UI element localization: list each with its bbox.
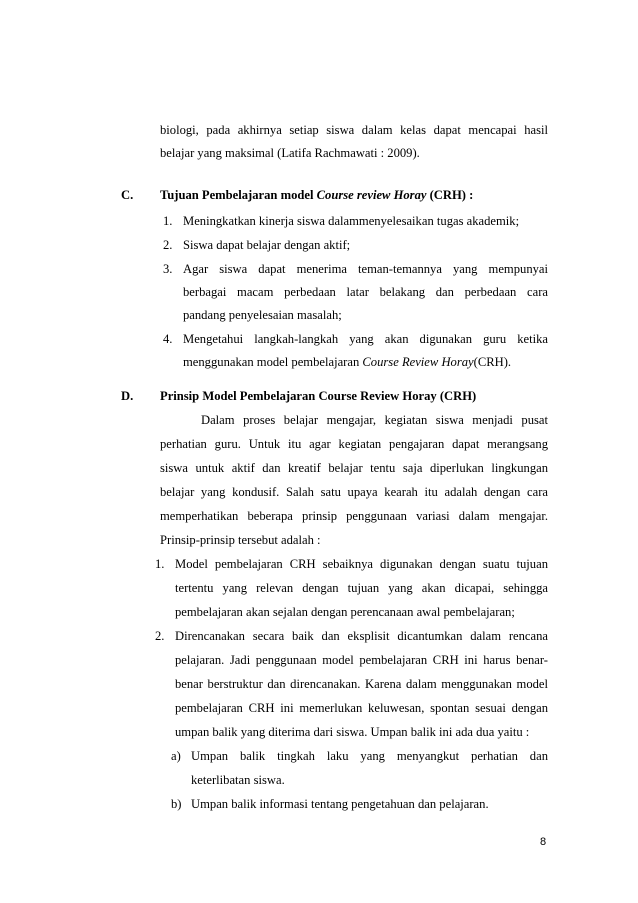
intro-line-2: belajar yang maksimal (Latifa Rachmawati : 2009).: [160, 146, 420, 160]
section-c-title-prefix: Tujuan Pembelajaran model: [160, 188, 317, 202]
c-item-3-line-1: Agar siswa dapat menerima teman-temannya yang mempunyai: [183, 262, 548, 276]
d-item-2-line-2: pelajaran. Jadi penggunaan model pembelajaran CRH ini harus benar-: [175, 653, 548, 667]
c-item-4-line-2: [183, 354, 511, 370]
d-item-1-line-2: tertentu yang relevan dengan tujuan yang akan dicapai, sehingga: [175, 581, 548, 595]
c-item-4-num: 4.: [163, 332, 173, 346]
d-subitem-a-num: a): [171, 749, 181, 763]
section-c-title-suffix: (CRH) :: [426, 188, 474, 202]
c-item-3-line-3: pandang penyelesaian masalah;: [183, 308, 342, 322]
d-para-line-5: memperhatikan beberapa prinsip penggunaan variasi dalam mengajar.: [160, 509, 548, 523]
page-number: 8: [540, 836, 547, 848]
section-c-title-italic: Course review Horay: [316, 188, 427, 202]
section-d-title: Prinsip Model Pembelajaran Course Review Horay (CRH): [160, 389, 477, 403]
c-item-4-line-2-italic: Course Review Horay: [362, 355, 474, 369]
section-c-letter: C.: [121, 188, 134, 202]
d-subitem-a-line-1: Umpan balik tingkah laku yang menyangkut perhatian dan: [191, 749, 548, 763]
c-item-2-num: 2.: [163, 238, 173, 252]
d-para-line-2: perhatian guru. Untuk itu agar kegiatan pengajaran dapat merangsang: [160, 437, 548, 451]
c-item-1-line-1: Meningkatkan kinerja siswa dalammenyelesaikan tugas akademik;: [183, 214, 520, 228]
c-item-4-line-2-suffix: (CRH).: [473, 355, 512, 369]
c-item-3-line-2: berbagai macam perbedaan latar belakang dan perbedaan cara: [183, 285, 548, 299]
d-item-2-line-3: benar berstruktur dan direncanakan. Karena dalam menggunakan model: [175, 677, 548, 691]
d-item-2-line-1: Direncanakan secara baik dan eksplisit dicantumkan dalam rencana: [175, 629, 548, 643]
d-item-2-num: 2.: [155, 629, 165, 643]
c-item-1-num: 1.: [163, 214, 173, 228]
d-item-1-line-1: Model pembelajaran CRH sebaiknya digunakan dengan suatu tujuan: [175, 557, 548, 571]
d-para-line-4: belajar yang kondusif. Salah satu upaya kearah itu adalah dengan cara: [160, 485, 548, 499]
c-item-2-line-1: Siswa dapat belajar dengan aktif;: [183, 238, 351, 252]
section-d-letter: D.: [121, 389, 134, 403]
c-item-4-line-1: Mengetahui langkah-langkah yang akan digunakan guru ketika: [183, 332, 548, 346]
d-item-2-line-4: pembelajaran CRH ini memerlukan keluwesan, spontan sesuai dengan: [175, 701, 548, 715]
d-subitem-b-num: b): [171, 797, 182, 811]
d-item-1-num: 1.: [155, 557, 165, 571]
c-item-4-line-2-prefix: menggunakan model pembelajaran: [183, 355, 363, 369]
d-item-2-line-5: umpan balik yang diterima dari siswa. Umpan balik ini ada dua yaitu :: [175, 725, 530, 739]
c-item-3-num: 3.: [163, 262, 173, 276]
d-para-line-6: Prinsip-prinsip tersebut adalah :: [160, 533, 321, 547]
intro-line-1: biologi, pada akhirnya setiap siswa dalam kelas dapat mencapai hasil: [160, 123, 548, 137]
d-subitem-a-line-2: keterlibatan siswa.: [191, 773, 285, 787]
d-item-1-line-3: pembelajaran akan sejalan dengan perencanaan awal pembelajaran;: [175, 605, 515, 619]
d-para-line-3: siswa untuk aktif dan kreatif belajar tentu saja diperlukan lingkungan: [160, 461, 548, 475]
section-c-title: [160, 187, 473, 203]
d-para-line-1: Dalam proses belajar mengajar, kegiatan siswa menjadi pusat: [201, 413, 548, 427]
d-subitem-b-line-1: Umpan balik informasi tentang pengetahuan dan pelajaran.: [191, 797, 489, 811]
